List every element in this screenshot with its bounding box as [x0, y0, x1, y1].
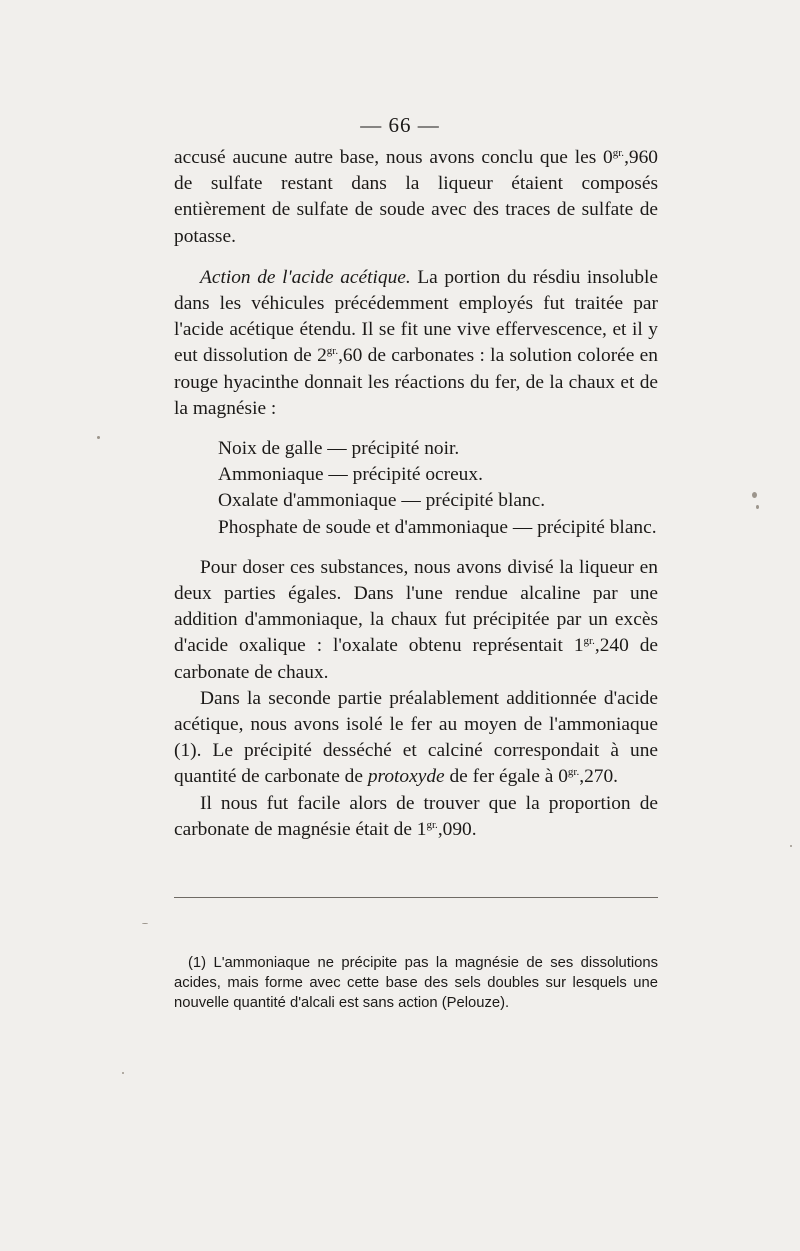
- body-text: [174, 145, 658, 843]
- paragraph-dosage: Pour doser ces substances, nous avons divisé la liqueur en deux parties égales. Dans l'une rendue alcaline par une addition d'ammoniaque, la chaux fut précipitée par un excès d'acide oxalique : l'oxalate obtenu représentait $1^{gr.},240$ de carbonate de chaux.: [174, 556, 658, 683]
- reaction-item: Phosphate de soude et d'ammoniaque — précipité blanc.: [218, 516, 657, 538]
- paragraph-acetic-acid: [174, 265, 658, 422]
- reaction-item: Noix de galle — précipité noir.: [218, 438, 460, 460]
- reaction-item: Ammoniaque — précipité ocreux.: [218, 464, 483, 486]
- paragraph-magnesia: Il nous fut facile alors de trouver que la proportion de carbonate de magnésie était de $1^{gr.},090$.: [174, 792, 658, 840]
- reaction-item: Oxalate d'ammoniaque — précipité blanc.: [218, 490, 546, 512]
- paragraph-sulfate: accusé aucune autre base, nous avons conclu que les $0^{gr.},960$ de sulfate restant dans la liqueur étaient composés entièrement de sulfate de soude avec des traces de sulfate de potasse.: [174, 147, 658, 247]
- reaction-list: [174, 436, 658, 541]
- section-heading-acetic-acid: Action de l'acide acétique.: [200, 266, 411, 288]
- paragraph-iron-text-a: Dans la seconde partie préalablement additionnée d'acide acétique, nous avons isolé le fer au moyen de l'ammoniaque (1). Le précipité desséché et calciné correspondait à une quantité de carbonate de: [174, 687, 658, 788]
- footnote: (1) L'ammoniaque ne précipite pas la magnésie de ses dissolutions acides, mais forme avec cette base des sels doubles sur lesquels une nouvelle quantité d'alcali est sans action (Pelouze).: [174, 954, 658, 1011]
- footnote-divider: [174, 897, 658, 898]
- paragraph-iron-text-b: de fer égale à $0^{gr.},270$.: [444, 766, 618, 788]
- paragraph-iron-italic: protoxyde: [367, 766, 445, 788]
- page-number: — 66 —: [360, 113, 440, 137]
- paragraph-iron: [174, 686, 658, 791]
- paragraph-acetic-acid-text: La portion du résdiu insoluble dans les véhicules précédemment employés fut traitée par l'acide acétique étendu. Il se fit une vive effervescence, et il y eut dissolution de $2^{gr.},60$ de carbonates : la solution colorée en rouge hyacinthe donnait les réactions du fer, de la chaux et de la magnésie :: [174, 266, 659, 419]
